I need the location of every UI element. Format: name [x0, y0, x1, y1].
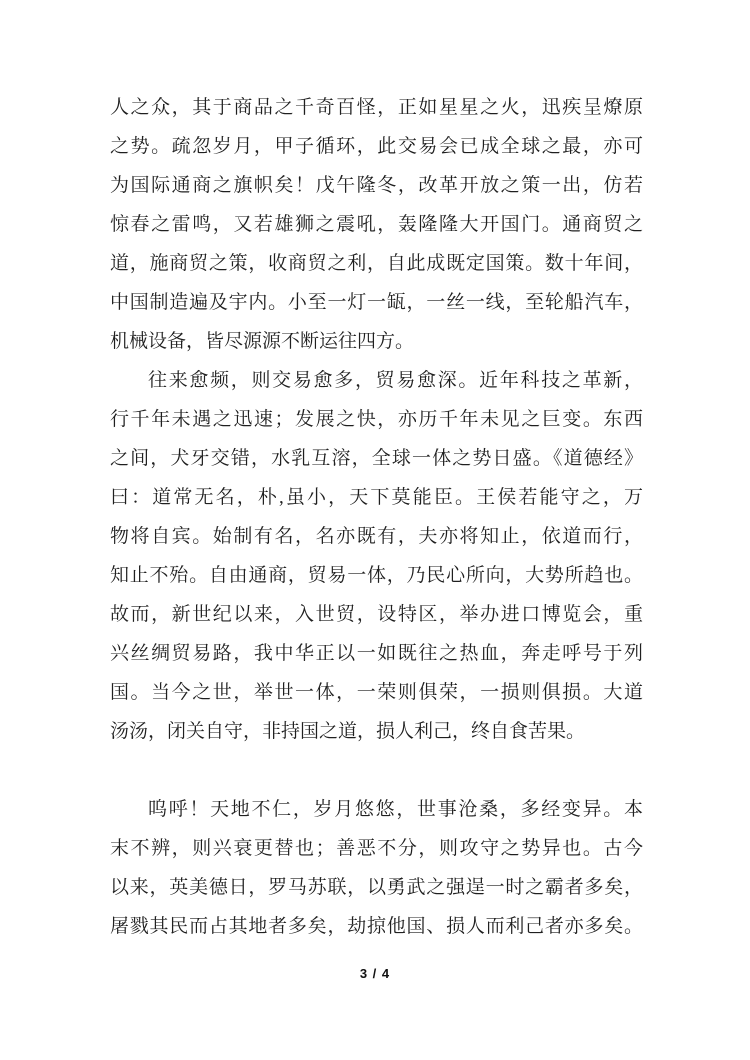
text-line: 兴丝绸贸易路，我中华正以一如既往之热血，奔走呼号于列 [110, 643, 643, 664]
text-line: 物将自宾。始制有名，名亦既有，夫亦将知止，依道而行， [110, 526, 643, 547]
text-line: 曰：道常无名，朴,虽小，天下莫能臣。王侯若能守之，万 [110, 487, 643, 508]
text-line: 屠戮其民而占其地者多矣，劫掠他国、损人而利己者亦多矣。 [110, 916, 643, 937]
text-line: 以来，英美德日，罗马苏联，以勇武之强逞一时之霸者多矣， [110, 877, 643, 898]
paragraph [110, 88, 643, 361]
text-line: 行千年未遇之迅速；发展之快，亦历千年未见之巨变。东西 [110, 409, 643, 430]
text-line: 人之众，其于商品之千奇百怪，正如星星之火，迅疾呈燎原 [110, 97, 643, 118]
text-line: 末不辨，则兴衰更替也；善恶不分，则攻守之势异也。古今 [110, 838, 643, 859]
text-line: 国。当今之世，举世一体，一荣则俱荣，一损则俱损。大道 [110, 682, 643, 703]
text-line: 之间，犬牙交错，水乳互溶，全球一体之势日盛。《道德经》 [110, 448, 643, 469]
text-line: 惊春之雷鸣，又若雄狮之震吼，轰隆隆大开国门。通商贸之 [110, 214, 643, 235]
text-line: 故而，新世纪以来，入世贸，设特区，举办进口博览会，重 [110, 604, 643, 625]
paragraph [110, 361, 643, 751]
page-number: 3 / 4 [359, 966, 391, 981]
text-line: 中国制造遍及宇内。小至一灯一缻，一丝一线，至轮船汽车， [110, 292, 643, 313]
text-line: 为国际通商之旗帜矣！戊午隆冬，改革开放之策一出，仿若 [110, 175, 643, 196]
document-text [110, 88, 643, 946]
text-line: 知止不殆。自由通商，贸易一体，乃民心所向，大势所趋也。 [110, 565, 643, 586]
text-line: 呜呼！天地不仁，岁月悠悠，世事沧桑，多经变异。本 [148, 799, 643, 820]
text-line: 往来愈频，则交易愈多，贸易愈深。近年科技之革新， [148, 370, 643, 391]
text-line: 汤汤，闭关自守，非持国之道，损人利己，终自食苦果。 [110, 721, 586, 742]
text-line: 机械设备，皆尽源源不断运往四方。 [110, 331, 415, 352]
text-line: 道，施商贸之策，收商贸之利，自此成既定国策。数十年间， [110, 253, 643, 274]
paragraph [110, 790, 643, 946]
text-line: 之势。疏忽岁月，甲子循环，此交易会已成全球之最，亦可 [110, 136, 643, 157]
